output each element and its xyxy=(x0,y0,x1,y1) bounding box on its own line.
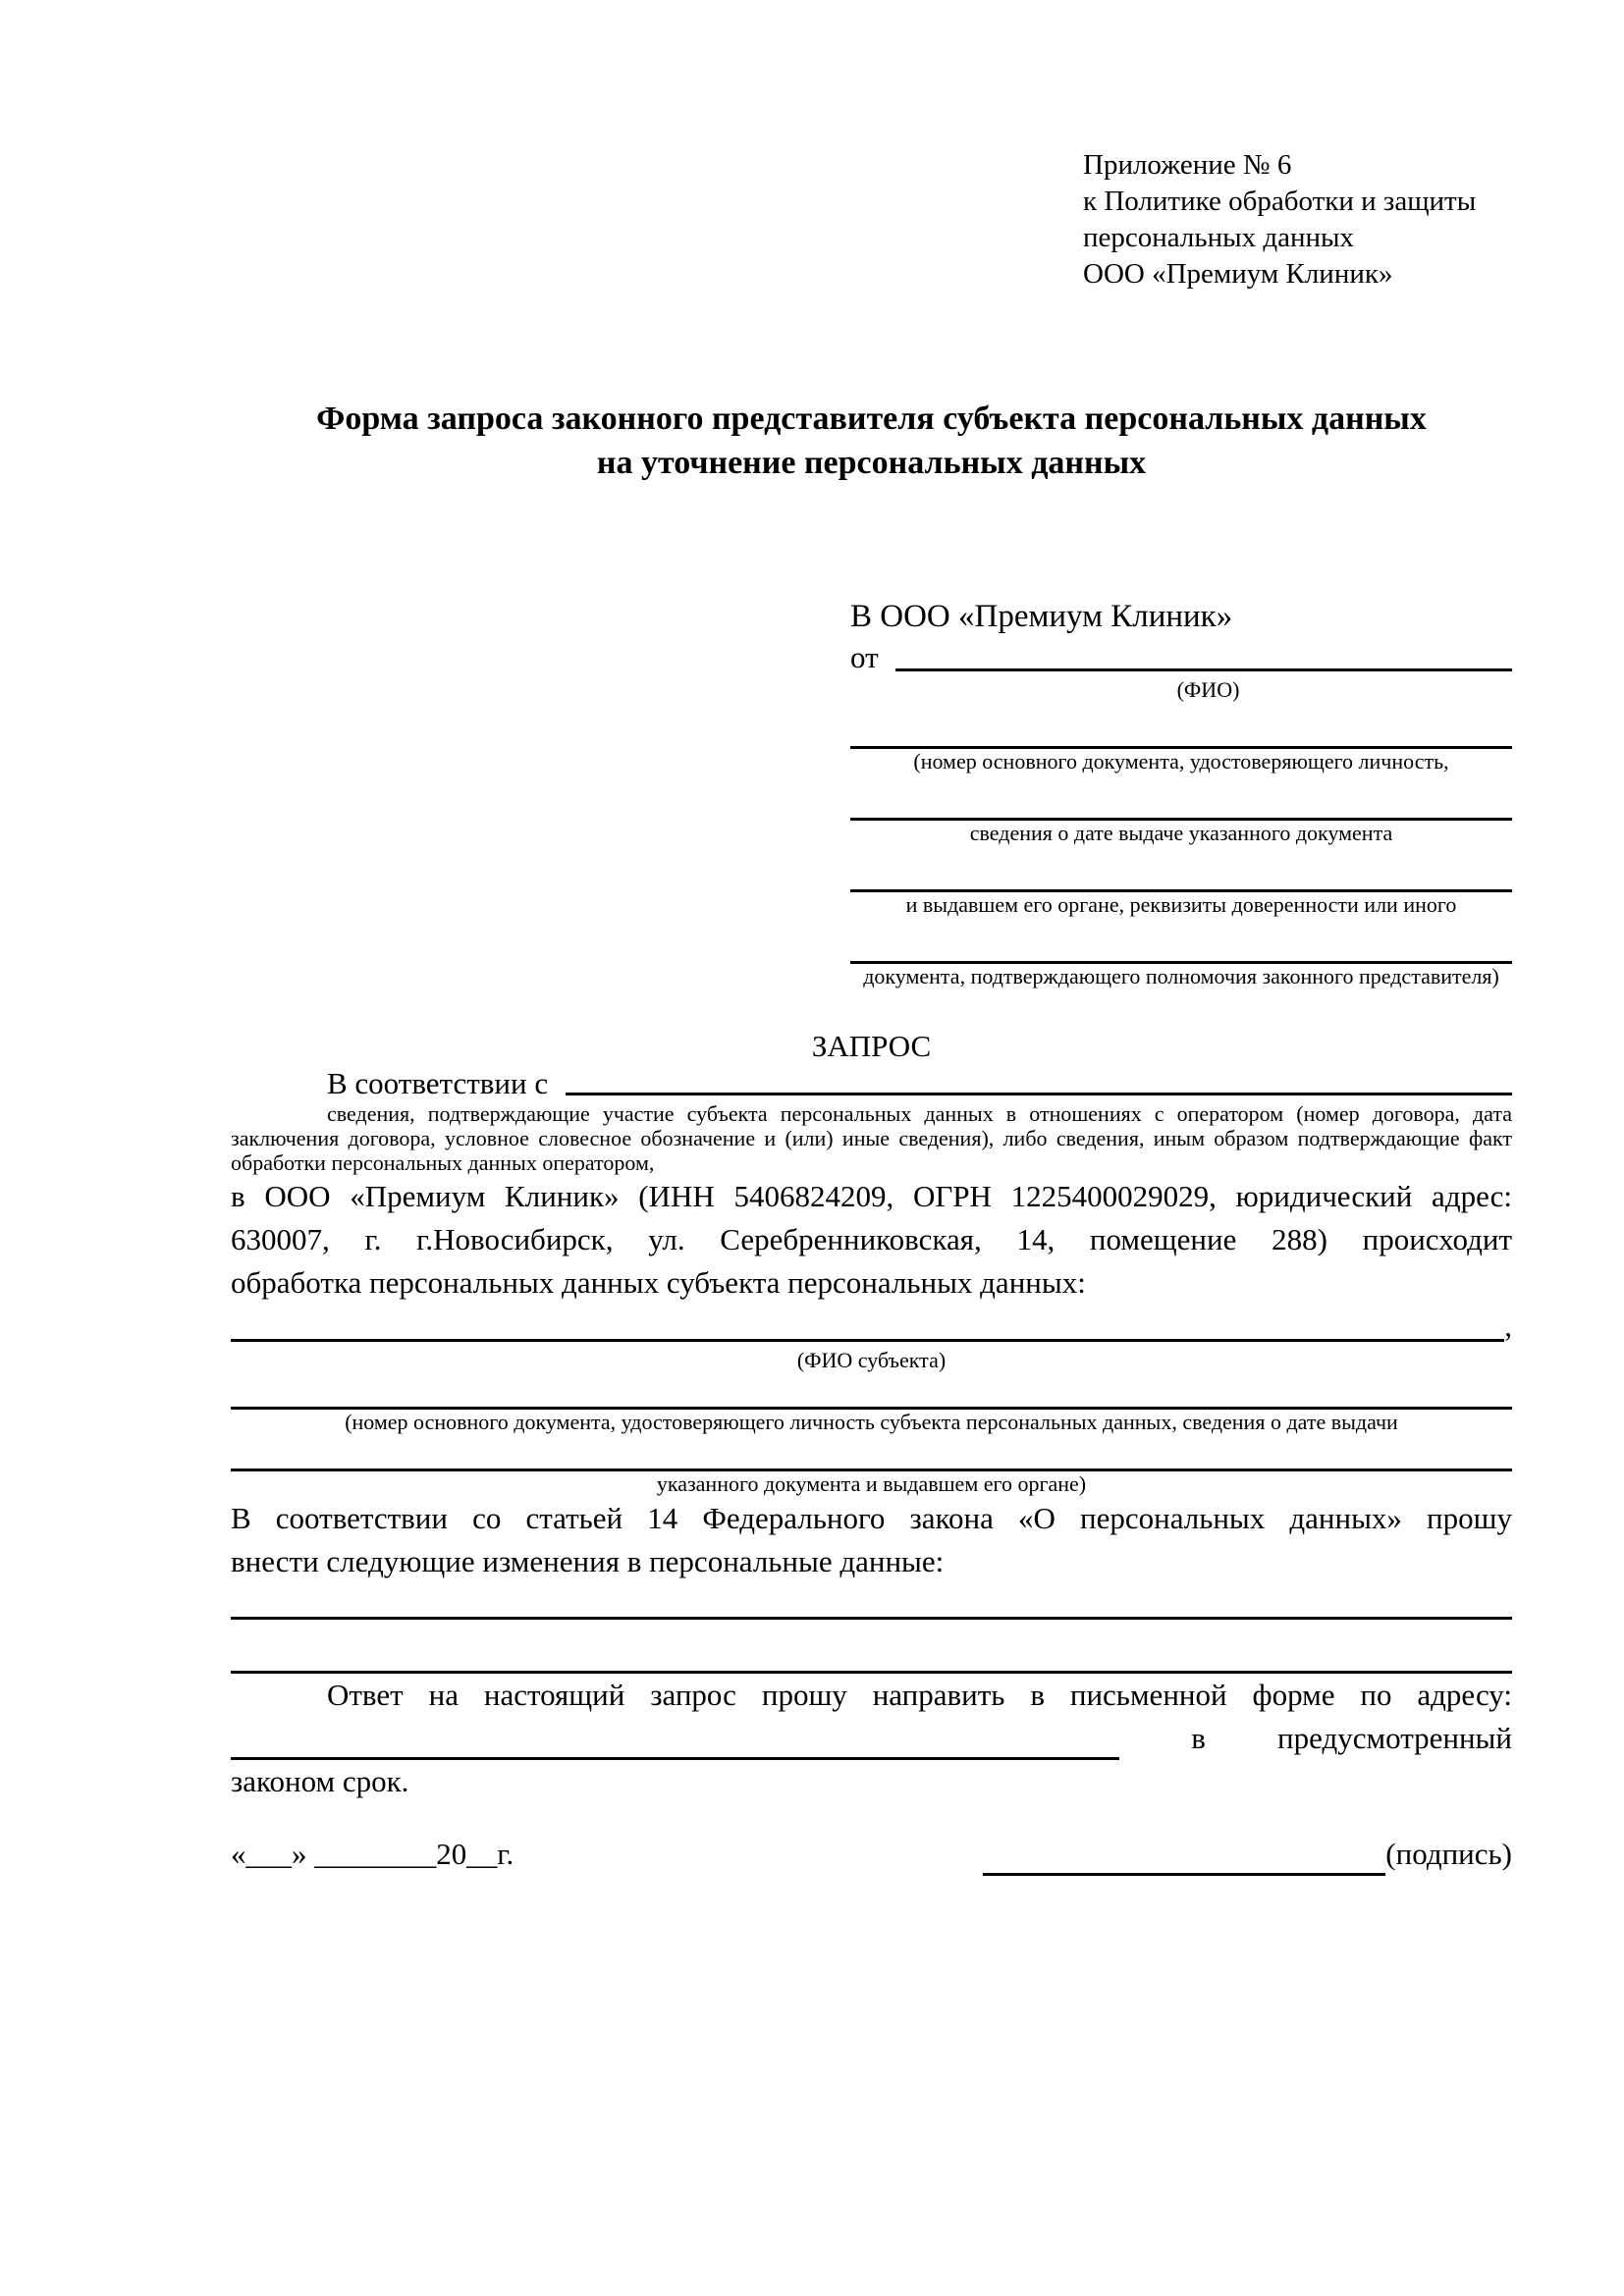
appendix-reference-line: к Политике обработки и защиты xyxy=(1083,186,1477,217)
date-signature-row xyxy=(231,1833,1512,1876)
representative-doc-caption: и выдавшем его органе, реквизиты доверенности или иного xyxy=(905,892,1457,917)
fio-caption: (ФИО) xyxy=(1176,677,1240,702)
document-content xyxy=(231,0,1512,1876)
basis-field xyxy=(231,1066,1512,1101)
article-paragraph-line: внести следующие изменения в персональные данные: xyxy=(231,1544,945,1578)
from-label: от xyxy=(850,640,887,674)
document-title-line1: Форма запроса законного представителя субъекта персональных данных xyxy=(316,400,1427,437)
representative-doc-blank-line xyxy=(850,918,1512,964)
document-title xyxy=(231,397,1512,485)
appendix-reference-line: Приложение № 6 xyxy=(1083,149,1292,181)
representative-doc-blank-line xyxy=(850,703,1512,749)
changes-blank-line xyxy=(231,1620,1512,1674)
subject-fio-field xyxy=(231,1305,1512,1348)
basis-note xyxy=(231,1101,1512,1175)
subject-doc-blank-line xyxy=(231,1435,1512,1471)
subject-doc-caption: (номер основного документа, удостоверяющего личность субъекта персональных данных, сведения о дате выдачи xyxy=(345,1410,1398,1434)
appendix-reference-line: персональных данных xyxy=(1083,222,1355,253)
basis-blank-line xyxy=(566,1066,1512,1095)
basis-note-line: сведения, подтверждающие участие субъекта персональных данных в отношениях с оператором (номер договора, дата xyxy=(327,1101,1512,1126)
appendix-reference-line: ООО «Премиум Клиник» xyxy=(1083,258,1393,290)
basis-label: В соответствии с xyxy=(327,1066,556,1100)
subject-fio-blank-line xyxy=(231,1305,1504,1342)
representative-doc-caption: (номер основного документа, удостоверяющего личность, xyxy=(913,749,1449,774)
answer-word: предусмотренный xyxy=(1277,1721,1512,1755)
document-title-line2: на уточнение персональных данных xyxy=(596,445,1147,481)
subject-fio-caption: (ФИО субъекта) xyxy=(796,1348,947,1372)
subject-fio-comma: , xyxy=(1504,1308,1512,1343)
representative-doc-caption: документа, подтверждающего полномочия законного представителя) xyxy=(863,964,1499,988)
representative-doc-blank-line xyxy=(850,846,1512,892)
basis-note-line: заключения договора, условное словесное обозначение и (или) иные сведения), либо сведения, иным образом подтверждающие факт xyxy=(231,1126,1512,1150)
representative-doc-caption: сведения о дате выдаче указанного документа xyxy=(969,821,1393,845)
addressee-org: В ООО «Премиум Клиник» xyxy=(850,599,1233,634)
article-paragraph-line: В соответствии со статьей 14 Федерального закона «О персональных данных» прошу xyxy=(231,1501,1512,1535)
appendix-reference xyxy=(1083,147,1512,293)
signature-caption: (подпись) xyxy=(1385,1837,1512,1871)
subject-doc-caption: указанного документа и выдавшем его органе) xyxy=(656,1471,1087,1496)
article-paragraph xyxy=(231,1497,1512,1583)
answer-address-row xyxy=(231,1717,1512,1760)
basis-note-line: обработки персональных данных оператором, xyxy=(231,1150,655,1175)
request-heading: ЗАПРОС xyxy=(811,1029,932,1063)
from-blank-line xyxy=(895,638,1512,671)
date-field: «___» ________20__г. xyxy=(231,1837,514,1871)
addressee-block xyxy=(850,595,1512,989)
signature-blank-line xyxy=(983,1836,1385,1876)
signature-field xyxy=(983,1833,1512,1876)
answer-paragraph-line3: законом срок. xyxy=(231,1764,409,1798)
from-field xyxy=(850,638,1512,677)
operator-paragraph-line: обработка персональных данных субъекта персональных данных: xyxy=(231,1265,1086,1300)
changes-blank-line xyxy=(231,1583,1512,1620)
operator-paragraph-line: 630007, г. г.Новосибирск, ул. Серебренниковская, 14, помещение 288) происходит xyxy=(231,1222,1512,1256)
address-blank-line xyxy=(231,1720,1119,1760)
answer-word: в xyxy=(1191,1721,1206,1755)
operator-paragraph xyxy=(231,1175,1512,1305)
representative-doc-blank-line xyxy=(850,774,1512,821)
operator-paragraph-line: в ООО «Премиум Клиник» (ИНН 5406824209, ОГРН 1225400029029, юридический адрес: xyxy=(231,1179,1512,1213)
subject-doc-blank-line xyxy=(231,1373,1512,1410)
answer-paragraph-line1: Ответ на настоящий запрос прошу направить в письменной форме по адресу: xyxy=(327,1678,1512,1712)
